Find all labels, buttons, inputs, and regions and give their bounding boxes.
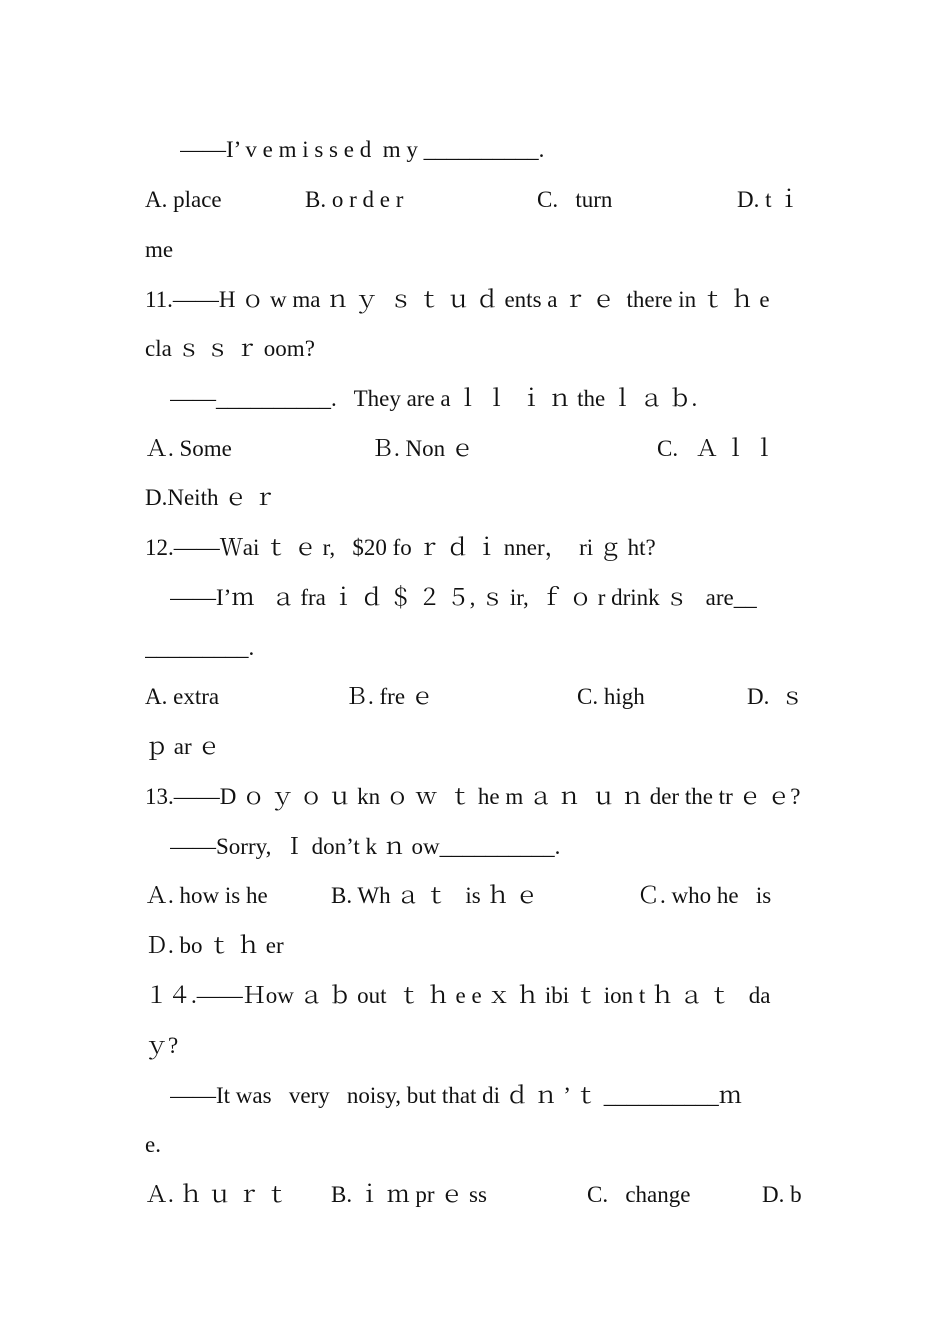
q13-option-c: Ｃ. who he is <box>637 883 772 908</box>
q14-options <box>145 1175 810 1215</box>
q11-question: 11.——H ｏ w ma ｎ ｙ ｓ ｔ ｕ ｄ ents a ｒ ｅ there in ｔ ｈ e <box>145 287 770 312</box>
q12-option-a: A. extra <box>145 684 220 709</box>
q12-reply: ——I’ｍ ａ fra ｉ ｄ ＄ ２ ５, ｓ ir, ｆ ｏ r drink ｓ are__ <box>170 585 757 610</box>
q12-option-c: C. high <box>577 684 645 709</box>
q14-option-c: C. change <box>587 1182 691 1207</box>
q12-options <box>145 677 810 717</box>
q13-question: 13.——D ｏ ｙ ｏ ｕ kn ｏ ｗ ｔ he m ａ ｎ ｕ ｎ der the tr ｅ ｅ? <box>145 784 801 809</box>
q10-option-b: B. o r d e r <box>305 187 404 212</box>
q13-option-wrap: Ｄ. bo ｔ ｈ er <box>145 933 284 958</box>
q10-options <box>145 180 810 220</box>
q12-option-b: Ｂ. fre ｅ <box>345 684 434 709</box>
q13-option-b: B. Wh ａ ｔ is ｈ ｅ <box>331 883 539 908</box>
q14-option-a: Ａ. ｈ ｕ ｒ ｔ <box>145 1182 289 1207</box>
q14-question-wrap: ｙ? <box>145 1033 179 1058</box>
q11-reply: ——__________. They are a ｌ ｌ ｉ ｎ the ｌ ａ ｂ. <box>170 386 698 411</box>
q10-option-a: A. place <box>145 187 222 212</box>
q10-reply: ——I’ v e m i s s e d m y __________. <box>180 137 545 162</box>
q11-option-a: Ａ. Some <box>145 436 232 461</box>
q10-option-wrap: me <box>145 237 174 262</box>
q14-option-d: D. b <box>762 1182 802 1207</box>
q11-options <box>145 429 810 469</box>
q11-option-b: Ｂ. Non ｅ <box>371 436 474 461</box>
q12-option-d: D. ｓ <box>747 684 804 709</box>
q12-reply-wrap: _________. <box>145 635 255 660</box>
q14-reply: ——It was very noisy, but that di ｄ ｎ ’ ｔ __________ｍ <box>170 1083 742 1108</box>
q14-reply-wrap: e. <box>145 1132 161 1157</box>
q13-reply: ——Sorry, Ｉ don’t k ｎ ow__________. <box>170 834 561 859</box>
q11-question-wrap: cla ｓ ｓ ｒ oom? <box>145 336 315 361</box>
q12-option-wrap: ｐ ar ｅ <box>145 734 221 759</box>
q10-option-d: D. t ｉ <box>737 187 801 212</box>
q10-option-c: C. turn <box>537 187 613 212</box>
q14-option-b: B. ｉ ｍ pr ｅ ss <box>331 1182 487 1207</box>
q14-question: １４.——Ｈow ａ ｂ out ｔ ｈ e e ｘ ｈ ibi ｔ ion t ｈ ａ ｔ da <box>145 983 771 1008</box>
q13-options <box>145 876 810 916</box>
q13-option-a: Ａ. how is he <box>145 883 268 908</box>
q11-option-c: C. Ａ ｌ ｌ <box>657 436 776 461</box>
q11-option-wrap: D.Neith ｅ ｒ <box>145 485 276 510</box>
q12-question: 12.——Ｗai ｔ ｅ r, $20 fo ｒ ｄ ｉ nner， ri ｇ ht? <box>145 535 656 560</box>
